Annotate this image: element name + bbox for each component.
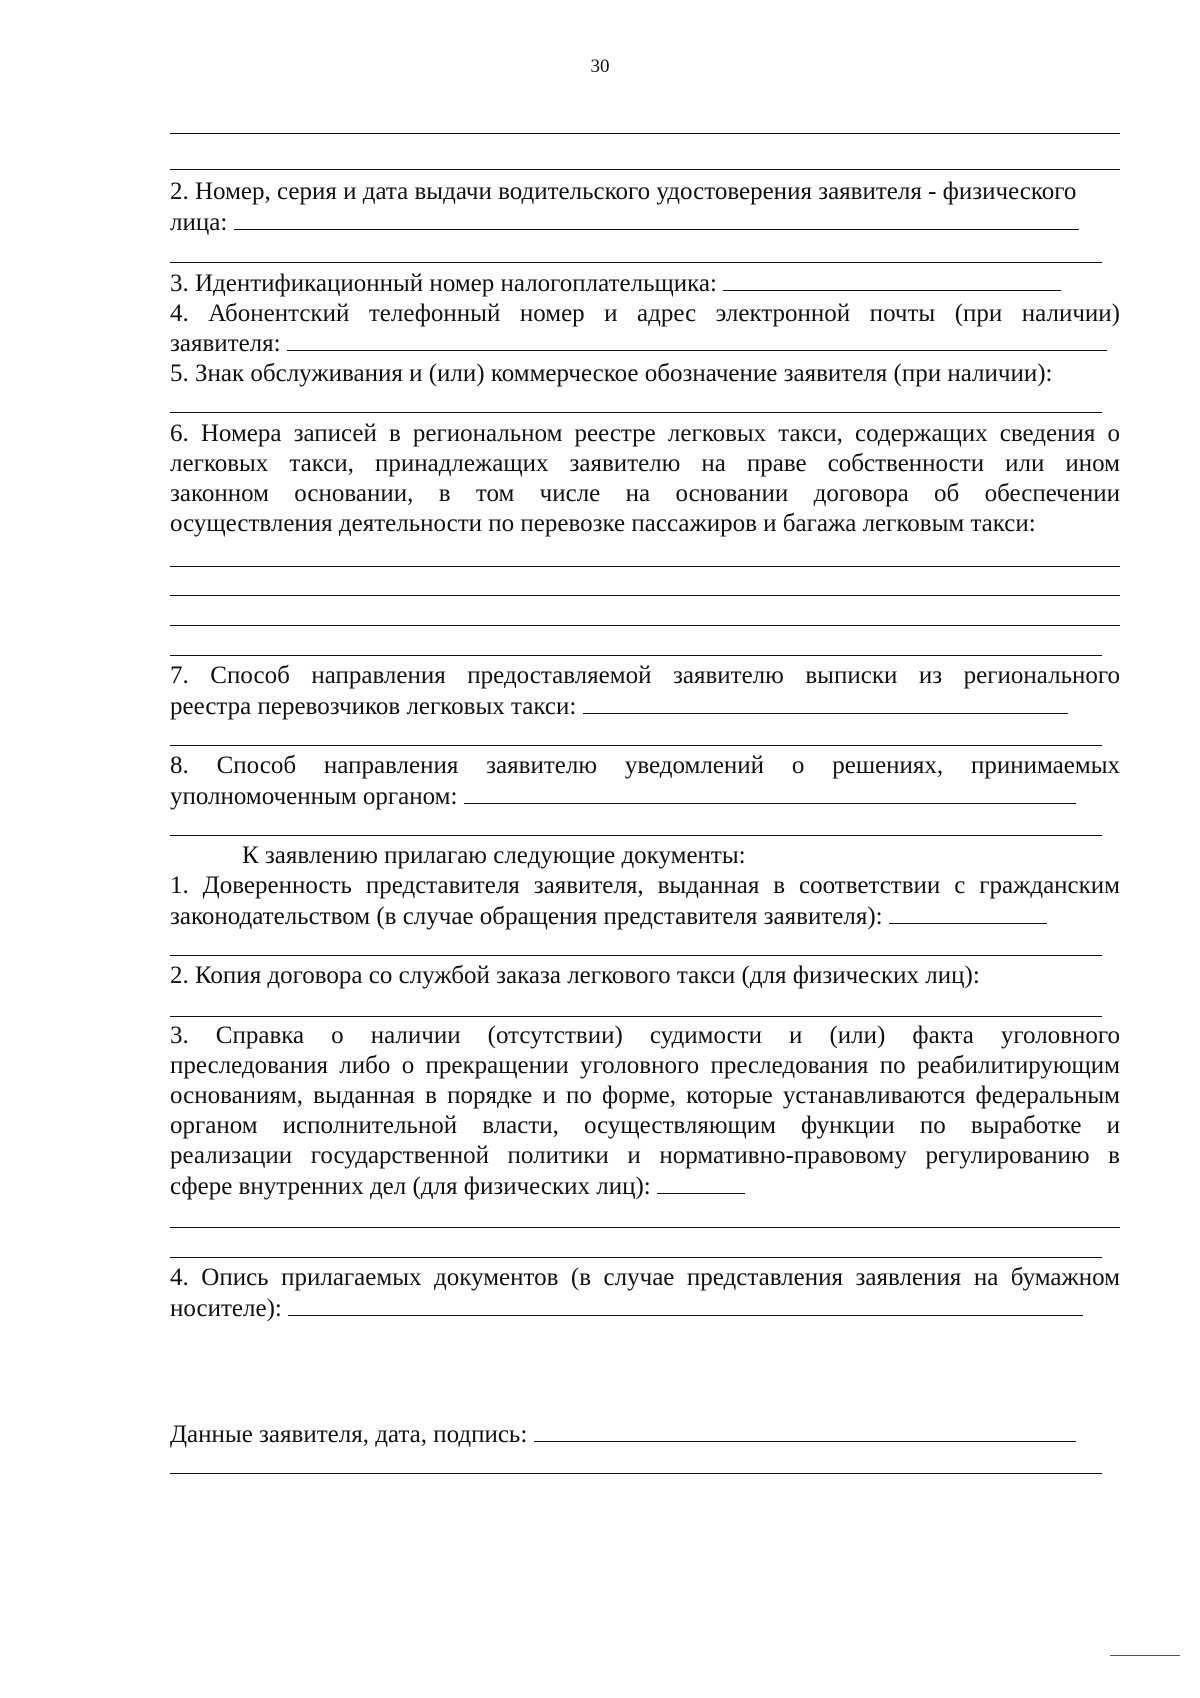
item-5-line: 5. Знак обслуживания и (или) коммерческое обозначение заявителя (при наличии):	[170, 360, 1053, 387]
blank-line	[170, 1473, 1102, 1474]
notification-method-field[interactable]	[464, 781, 1076, 804]
item-2-line-2	[170, 207, 1120, 238]
doc-1-line-2	[170, 901, 1120, 932]
scan-edge-mark	[1110, 1655, 1180, 1656]
document-list-field[interactable]	[288, 1293, 1083, 1316]
driver-license-field[interactable]	[234, 207, 1079, 230]
item-8-label: уполномоченным органом:	[170, 783, 458, 810]
item-2-line-1: 2. Номер, серия и дата выдачи водительского удостоверения заявителя - физического	[170, 178, 1077, 205]
item-7-line-2	[170, 691, 1120, 722]
blank-line	[170, 745, 1102, 746]
item-4-label: заявителя:	[170, 330, 281, 357]
signature-field[interactable]	[534, 1419, 1076, 1442]
attachments-heading: К заявлению прилагаю следующие документы:	[242, 842, 746, 869]
blank-line	[170, 262, 1102, 263]
blank-line	[170, 133, 1120, 134]
doc-4-line-2	[170, 1293, 1120, 1324]
doc-3-line-5: реализации государственной политики и нормативно-правовому регулированию в	[170, 1142, 1120, 1169]
blank-line	[170, 955, 1102, 956]
item-4-line-2	[170, 328, 1120, 359]
doc-3-line-6	[170, 1171, 1120, 1202]
item-3-line	[170, 268, 1120, 299]
blank-line	[170, 1257, 1102, 1258]
item-4-line-1: 4. Абонентский телефонный номер и адрес электронной почты (при наличии)	[170, 300, 1120, 327]
blank-line	[170, 595, 1120, 596]
blank-line	[170, 1227, 1120, 1228]
taxi-contract-field[interactable]	[170, 1016, 1102, 1017]
blank-line	[170, 412, 1102, 413]
page-number: 30	[590, 56, 610, 77]
doc-4-label: носителе):	[170, 1295, 282, 1322]
item-6-line-4: осуществления деятельности по перевозке пассажиров и багажа легковым такси:	[170, 510, 1036, 537]
signature-line	[170, 1419, 1120, 1450]
power-of-attorney-field[interactable]	[889, 901, 1047, 924]
doc-1-line-1: 1. Доверенность представителя заявителя, выданная в соответствии с гражданским	[170, 872, 1120, 899]
doc-3-line-1: 3. Справка о наличии (отсутствии) судимости и (или) факта уголовного	[170, 1022, 1120, 1049]
doc-3-line-3: основаниям, выданная в порядке и по форме, которые устанавливаются федеральным	[170, 1082, 1120, 1109]
item-8-line-2	[170, 781, 1120, 812]
item-6-line-3: законном основании, в том числе на основании договора об обеспечении	[170, 480, 1120, 507]
doc-3-line-2: преследования либо о прекращении уголовного преследования по реабилитирующим	[170, 1052, 1120, 1079]
blank-line	[170, 835, 1102, 836]
item-7-label: реестра перевозчиков легковых такси:	[170, 693, 577, 720]
doc-3-label: сфере внутренних дел (для физических лиц):	[170, 1173, 651, 1200]
inn-field[interactable]	[723, 268, 1061, 291]
phone-email-field[interactable]	[287, 328, 1107, 351]
signature-label: Данные заявителя, дата, подпись:	[170, 1421, 528, 1448]
blank-line	[170, 169, 1120, 170]
item-6-line-2: легковых такси, принадлежащих заявителю на праве собственности или ином	[170, 450, 1120, 477]
doc-1-label: законодательством (в случае обращения представителя заявителя):	[170, 903, 883, 930]
doc-3-line-4: органом исполнительной власти, осуществляющим функции по выработке и	[170, 1112, 1120, 1139]
item-6-line-1: 6. Номера записей в региональном реестре легковых такси, содержащих сведения о	[170, 420, 1120, 447]
extract-delivery-field[interactable]	[583, 691, 1068, 714]
registry-records-field[interactable]	[170, 566, 1120, 567]
item-8-line-1: 8. Способ направления заявителю уведомлений о решениях, принимаемых	[170, 752, 1120, 779]
blank-line	[170, 625, 1120, 626]
criminal-record-field[interactable]	[657, 1171, 745, 1194]
blank-line	[170, 655, 1102, 656]
doc-4-line-1: 4. Опись прилагаемых документов (в случае представления заявления на бумажном	[170, 1264, 1120, 1291]
doc-2-line: 2. Копия договора со службой заказа легкового такси (для физических лиц):	[170, 962, 980, 989]
item-7-line-1: 7. Способ направления предоставляемой заявителю выписки из регионального	[170, 662, 1120, 689]
item-3-label: 3. Идентификационный номер налогоплательщика:	[170, 270, 717, 297]
item-2-label: лица:	[170, 209, 228, 236]
